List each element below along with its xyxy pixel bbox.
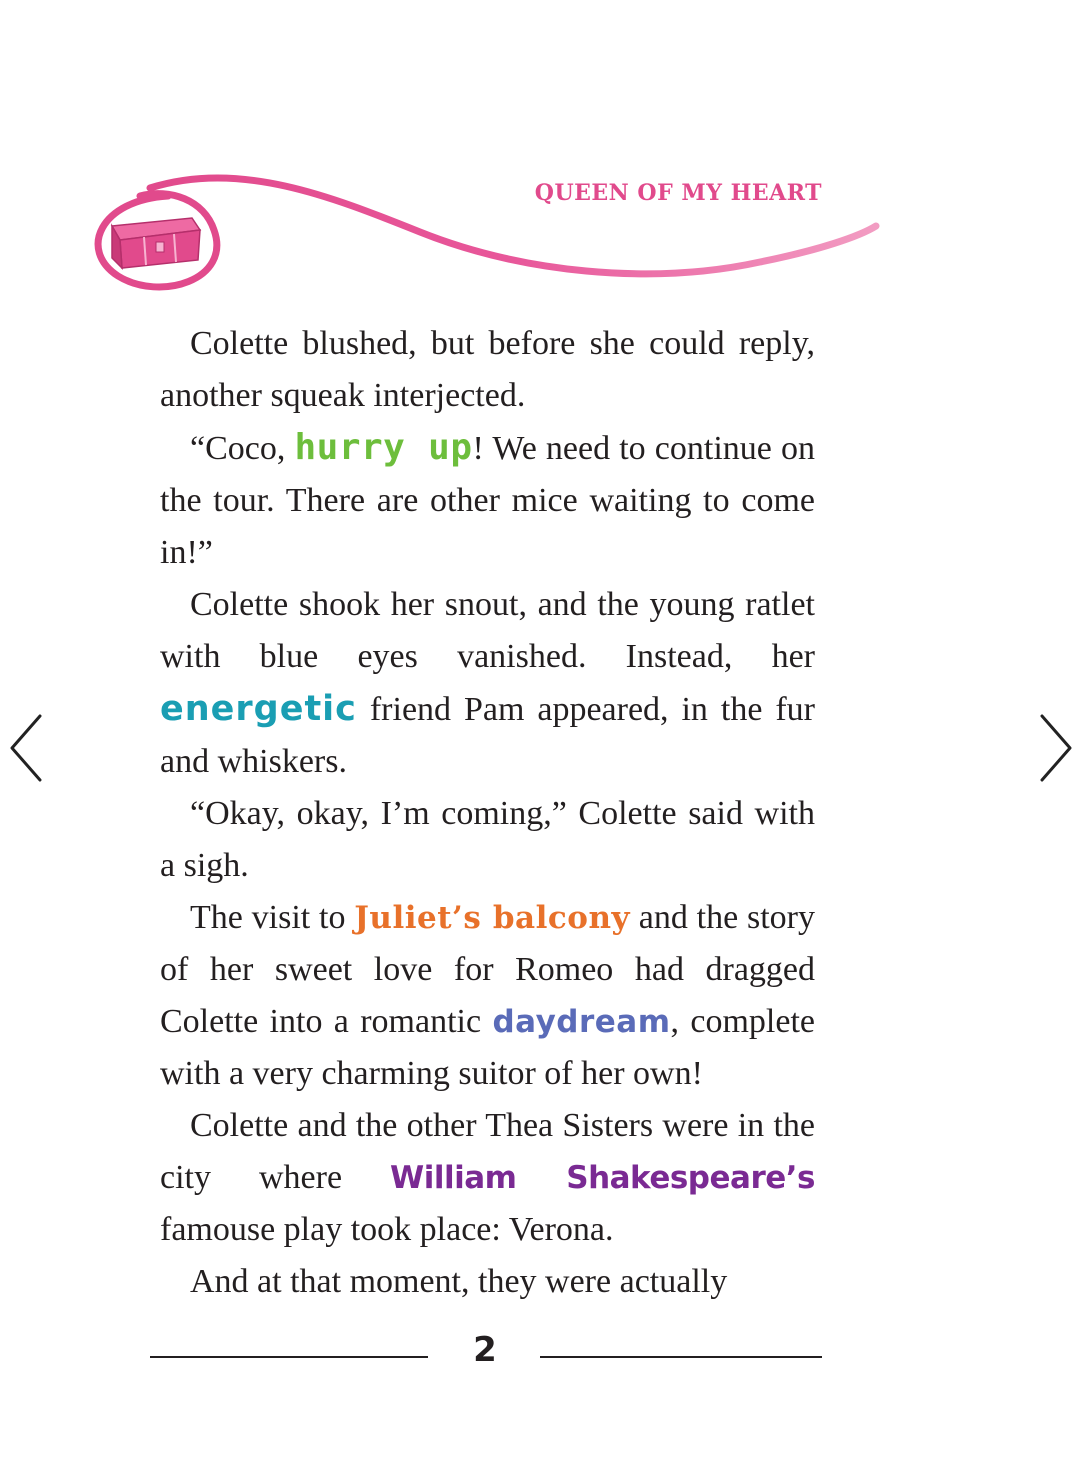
- paragraph: [160, 422, 815, 579]
- paragraph-text: Colette and the other Thea Sisters were in the city where: [160, 1107, 815, 1196]
- chevron-left-icon: [12, 716, 40, 780]
- running-head-title: QUEEN OF MY HEART: [534, 180, 822, 206]
- next-page-button[interactable]: [1036, 712, 1076, 784]
- paragraph-text: “Coco,: [190, 430, 295, 467]
- paragraph: [160, 318, 815, 422]
- paragraph: [160, 579, 815, 788]
- chevron-right-icon: [1042, 716, 1070, 780]
- highlighted-word-hurry-up: hurry up: [294, 427, 473, 468]
- footer-rule-right: [540, 1356, 822, 1358]
- paragraph-text: And at that moment, they were actually: [190, 1263, 728, 1300]
- paragraph-text: famouse play took place: Verona.: [160, 1211, 614, 1248]
- paragraph: [160, 788, 815, 892]
- paragraph-text: friend Pam appeared, in the fur and whiskers.: [160, 691, 815, 780]
- treasure-chest-icon: [104, 212, 204, 272]
- paragraph: [160, 1100, 815, 1256]
- paragraph-text: ! We need to continue on the tour. There are other mice waiting to come in!”: [160, 430, 815, 571]
- footer-rule-left: [150, 1356, 428, 1358]
- page-body-text: [160, 318, 815, 1308]
- previous-page-button[interactable]: [6, 712, 46, 784]
- paragraph: [160, 1256, 815, 1308]
- paragraph-text: , complete with a very charming suitor of her own!: [160, 1003, 815, 1092]
- paragraph: [160, 892, 815, 1100]
- paragraph-text: “Okay, okay, I’m coming,” Colette said with a sigh.: [160, 795, 815, 884]
- paragraph-text: Colette shook her snout, and the young ratlet with blue eyes vanished. Instead, her: [160, 586, 815, 675]
- highlighted-word-juliets-balcony: Juliet’s balcony: [354, 900, 630, 936]
- paragraph-text: and the story of her sweet love for Romeo had dragged Colette into a romantic: [160, 899, 815, 1040]
- paragraph-text: Colette blushed, but before she could reply, another squeak interjected.: [160, 325, 815, 414]
- header-swoosh-decoration: [0, 0, 1080, 320]
- page-number: 2: [473, 1330, 497, 1370]
- highlighted-word-william-shakespeares: William Shakespeare’s: [390, 1160, 815, 1196]
- highlighted-word-daydream: daydream: [492, 1004, 671, 1040]
- highlighted-word-energetic: energetic: [160, 689, 357, 729]
- paragraph-text: The visit to: [190, 899, 355, 936]
